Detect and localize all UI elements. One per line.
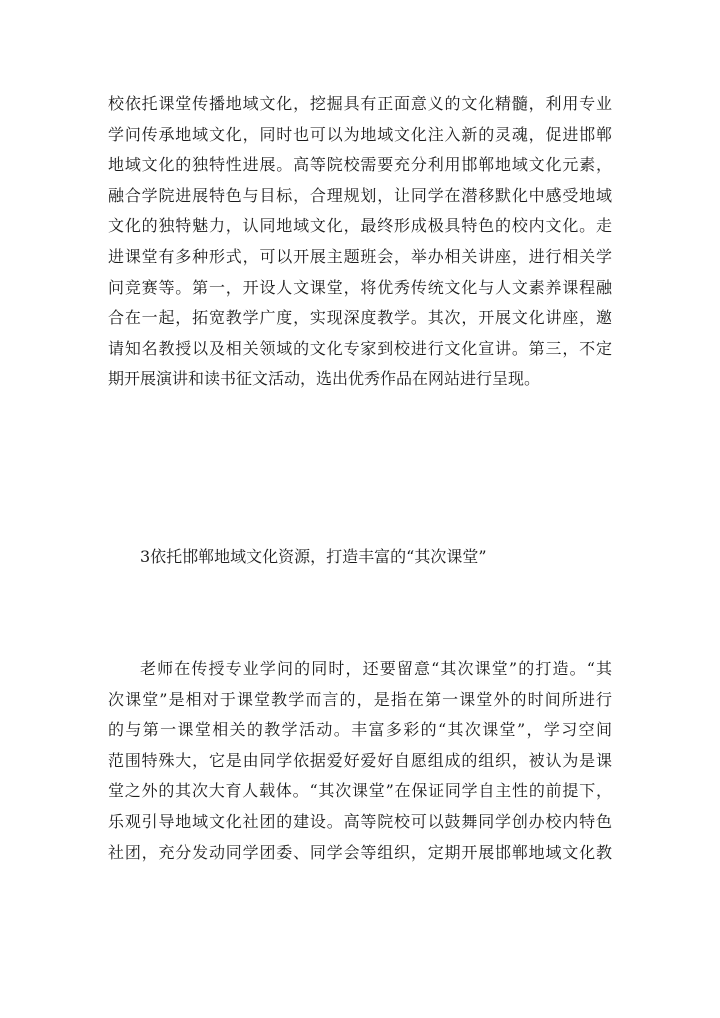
paragraph-line: 老师在传授专业学问的同时，还要留意“其次课堂”的打造。“其 xyxy=(140,659,612,678)
section-heading: 3依托邯郸地域文化资源，打造丰富的“其次课堂” xyxy=(140,547,487,566)
paragraph-line: 乐观引导地域文化社团的建设。高等院校可以鼓舞同学创办校内特色 xyxy=(108,811,612,831)
paragraph-line: 期开展演讲和读书征文活动，选出优秀作品在网站进行呈现。 xyxy=(108,369,541,389)
paragraph-line: 堂之外的其次大育人载体。“其次课堂”在保证同学自主性的前提下， xyxy=(108,781,612,801)
paragraph-line: 次课堂”是相对于课堂教学而言的，是指在第一课堂外的时间所进行 xyxy=(108,689,612,709)
body-paragraph-1 xyxy=(108,89,612,395)
paragraph-line: 校依托课堂传播地域文化，挖掘具有正面意义的文化精髓，利用专业 xyxy=(108,94,612,113)
paragraph-line: 问竞赛等。第一，开设人文课堂，将优秀传统文化与人文素养课程融 xyxy=(108,277,612,297)
paragraph-line: 学问传承地域文化，同时也可以为地域文化注入新的灵魂，促进邯郸 xyxy=(108,124,612,144)
paragraph-line: 请知名教授以及相关领域的文化专家到校进行文化宣讲。第三，不定 xyxy=(108,338,612,358)
paragraph-line: 进课堂有多种形式，可以开展主题班会，举办相关讲座，进行相关学 xyxy=(108,246,612,266)
paragraph-line: 融合学院进展特色与目标，合理规划，让同学在潜移默化中感受地域 xyxy=(108,185,612,205)
paragraph-line: 合在一起，拓宽教学广度，实现深度教学。其次，开展文化讲座，邀 xyxy=(108,308,612,328)
body-paragraph-2 xyxy=(108,654,612,868)
paragraph-line: 文化的独特魅力，认同地域文化，最终形成极具特色的校内文化。走 xyxy=(108,216,612,236)
paragraph-line: 地域文化的独特性进展。高等院校需要充分利用邯郸地域文化元素， xyxy=(108,155,612,175)
paragraph-line: 的与第一课堂相关的教学活动。丰富多彩的“其次课堂”，学习空间 xyxy=(108,720,612,740)
paragraph-line: 社团，充分发动同学团委、同学会等组织，定期开展邯郸地域文化教 xyxy=(108,842,612,862)
paragraph-line: 范围特殊大，它是由同学依据爱好爱好自愿组成的组织，被认为是课 xyxy=(108,750,612,770)
